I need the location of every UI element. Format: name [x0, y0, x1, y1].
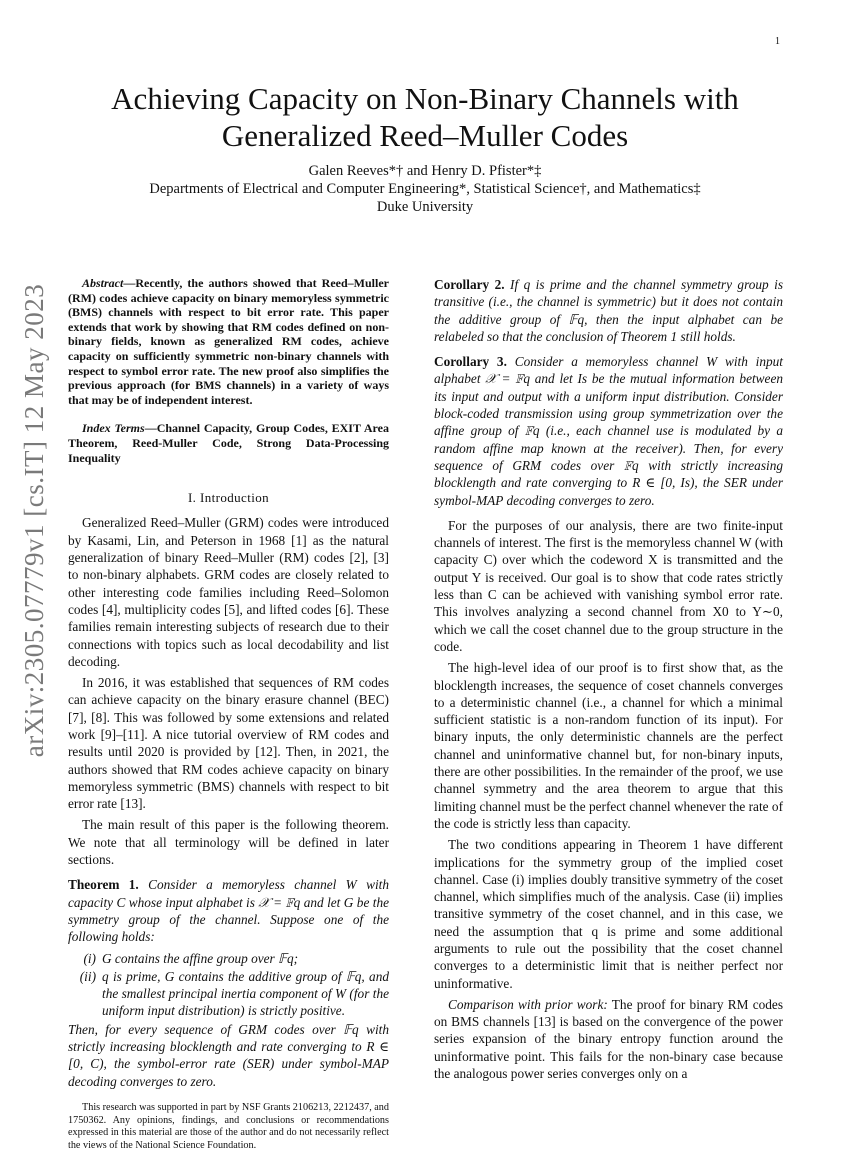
theorem-item-label: (i): [83, 950, 96, 966]
funding-footnote: This research was supported in part by NSF Grants 2106213, 2212437, and 1750362. Any opinions, findings, and conclusions or recommendations expressed in this material are those of the author and do not necessarily reflect the views of the National Science Foundation.: [68, 1101, 389, 1151]
corollary-2-text: If q is prime and the channel symmetry group is transitive (i.e., the channel is symmetric) but it does not contain the additive group of 𝔽q, then the input alphabet can be relabeled so that the conclusion of Theorem 1 still holds.: [434, 277, 783, 344]
theorem-conclusion: Then, for every sequence of GRM codes over 𝔽q with strictly increasing blocklength and rate converging to R ∈ [0, C), the symbol-error rate (SER) under symbol-MAP decoding converges to zero.: [68, 1021, 389, 1089]
corollary-2: [434, 276, 783, 345]
index-terms-text: —Channel Capacity, Group Codes, EXIT Area Theorem, Reed-Muller Code, Strong Data-Processing Inequality: [68, 421, 389, 465]
theorem-statement: Consider a memoryless channel W with capacity C whose input alphabet is 𝒳 = 𝔽q and let G be the symmetry group of the channel. Suppose one of the following holds:: [68, 877, 389, 945]
paper-title: Achieving Capacity on Non-Binary Channels with Generalized Reed–Muller Codes: [111, 81, 739, 153]
section-heading: I. Introduction: [187, 490, 270, 506]
author-block: [60, 162, 790, 216]
theorem-item-text: G contains the affine group over 𝔽q;: [102, 950, 299, 966]
abstract: [68, 276, 389, 407]
intro-paragraph-2: In 2016, it was established that sequences of RM codes can achieve capacity on the binary erasure channel (BEC) [7], [8]. This was followed by some extensions and related work [9]–[11]. A nice tutorial overview of RM codes and results until 2020 is provided by [12]. Then, in 2021, the authors showed that RM codes achieve capacity on binary memoryless symmetric (BMS) channels with respect to bit error rate [13].: [68, 675, 389, 812]
affiliation: Departments of Electrical and Computer Engineering*, Statistical Science†, and Mathematics‡: [149, 181, 701, 197]
theorem-label: Theorem 1.: [68, 877, 139, 893]
theorem-item-label: (ii): [79, 968, 96, 984]
corollary-3: [434, 353, 783, 509]
abstract-text: —Recently, the authors showed that Reed–Muller (RM) codes achieve capacity on binary memoryless symmetric (BMS) channels with respect to bit error rate. This paper extends that work by showing that RM codes defined on non-binary fields, known as generalized RM codes, achieve capacity on sufficiently symmetric non-binary channels with respect to symbol error rate. The new proof also simplifies the previous approach (for BMS channels) in a variety of ways that may be of independent interest.: [68, 276, 389, 407]
theorem-statement-para: [68, 876, 389, 945]
body-paragraph-2: The high-level idea of our proof is to first show that, as the blocklength increases, the sequence of coset channels converges to a deterministic channel (i.e., a channel for which a minimal sufficient statistic is a non-random function of its input). For binary inputs, the only deterministic channels are the perfect channel and uninformative channel but, for non-binary inputs, there are other possibilities. In the remainder of the proof, we use channel symmetry and the area theorem to argue that this limiting channel must be the perfect channel whenever the rate of the code is strictly less than capacity.: [434, 660, 783, 831]
index-terms: [68, 421, 389, 465]
theorem-item-text: q is prime, G contains the additive group of 𝔽q, and the smallest principal inertia component of W (for the uniform input distribution) is strictly positive.: [102, 968, 389, 1019]
theorem-1: [68, 876, 389, 1090]
comparison-paragraph: [434, 996, 783, 1082]
theorem-item-ii: [68, 968, 389, 1020]
page-number: 1: [775, 36, 780, 47]
corollary-2-label: Corollary 2.: [434, 277, 505, 292]
university: Duke University: [376, 199, 474, 215]
comparison-text: The proof for binary RM codes on BMS channels [13] is based on the convergence of the power series expansion of the binary entropy function around the uninformative point. This fails for the non-binary case because the analogous power series converges only on a: [434, 996, 783, 1082]
body-paragraph-1: For the purposes of our analysis, there are two finite-input channels of interest. The first is the memoryless channel W (with capacity C) over which the codeword X is transmitted and the output Y is received. Our goal is to show that code rates strictly less than C can be achieved with vanishing symbol error rate. This involves analyzing a second channel from X0 to Y∼0, which we call the coset channel due to the group structure in the code.: [434, 517, 783, 654]
index-terms-label: Index Terms: [82, 421, 145, 436]
authors: Galen Reeves*† and Henry D. Pfister*‡: [308, 163, 542, 179]
arxiv-stamp: [10, 260, 60, 780]
intro-paragraph-3: The main result of this paper is the following theorem. We note that all terminology will be defined in later sections.: [68, 817, 389, 868]
comparison-label: Comparison with prior work:: [448, 996, 608, 1012]
corollary-3-label: Corollary 3.: [434, 354, 507, 370]
intro-paragraph-1: Generalized Reed–Muller (GRM) codes were introduced by Kasami, Lin, and Peterson in 1968 [1] as the natural generalization of binary Reed–Muller (RM) codes [2], [3] to non-binary alphabets. GRM codes are closely related to other interesting code families including Reed–Solomon codes [4], multiplicity codes [5], and lifted codes [6]. These families remain interesting subjects of research due to their connections with topics such as local decodability and list decoding.: [68, 515, 389, 669]
left-column: [68, 276, 389, 1156]
abstract-label: Abstract: [82, 276, 124, 290]
body-paragraph-3: The two conditions appearing in Theorem 1 have different implications for the symmetry group of the implied coset channel. Case (i) implies doubly transitive symmetry of the coset channel, which simplifies much of the analysis. Case (ii) implies transitive symmetry of the coset channel, and in this case, we need the assumption that q is prime and some additional arguments to rule out the possibility that the coset channel converges to a deterministic limit that is neither perfect nor uninformative.: [434, 837, 783, 991]
theorem-item-i: [68, 950, 389, 967]
right-column: [434, 276, 783, 1086]
arxiv-id: arXiv:2305.07779v1 [cs.IT] 12 May 2023: [19, 283, 50, 757]
corollary-3-text: Consider a memoryless channel W with input alphabet 𝒳 = 𝔽q and let Is be the mutual information between its input and output with a uniform input distribution. Consider block-coded transmission using group symmetrization over the affine group of 𝔽q (i.e., each channel use is modulated by a random affine map known at the receiver). Then, for every sequence of GRM codes over 𝔽q with strictly increasing blocklength and rate converging to R ∈ [0, Is), the SER under symbol-MAP decoding converges to zero.: [434, 354, 783, 508]
